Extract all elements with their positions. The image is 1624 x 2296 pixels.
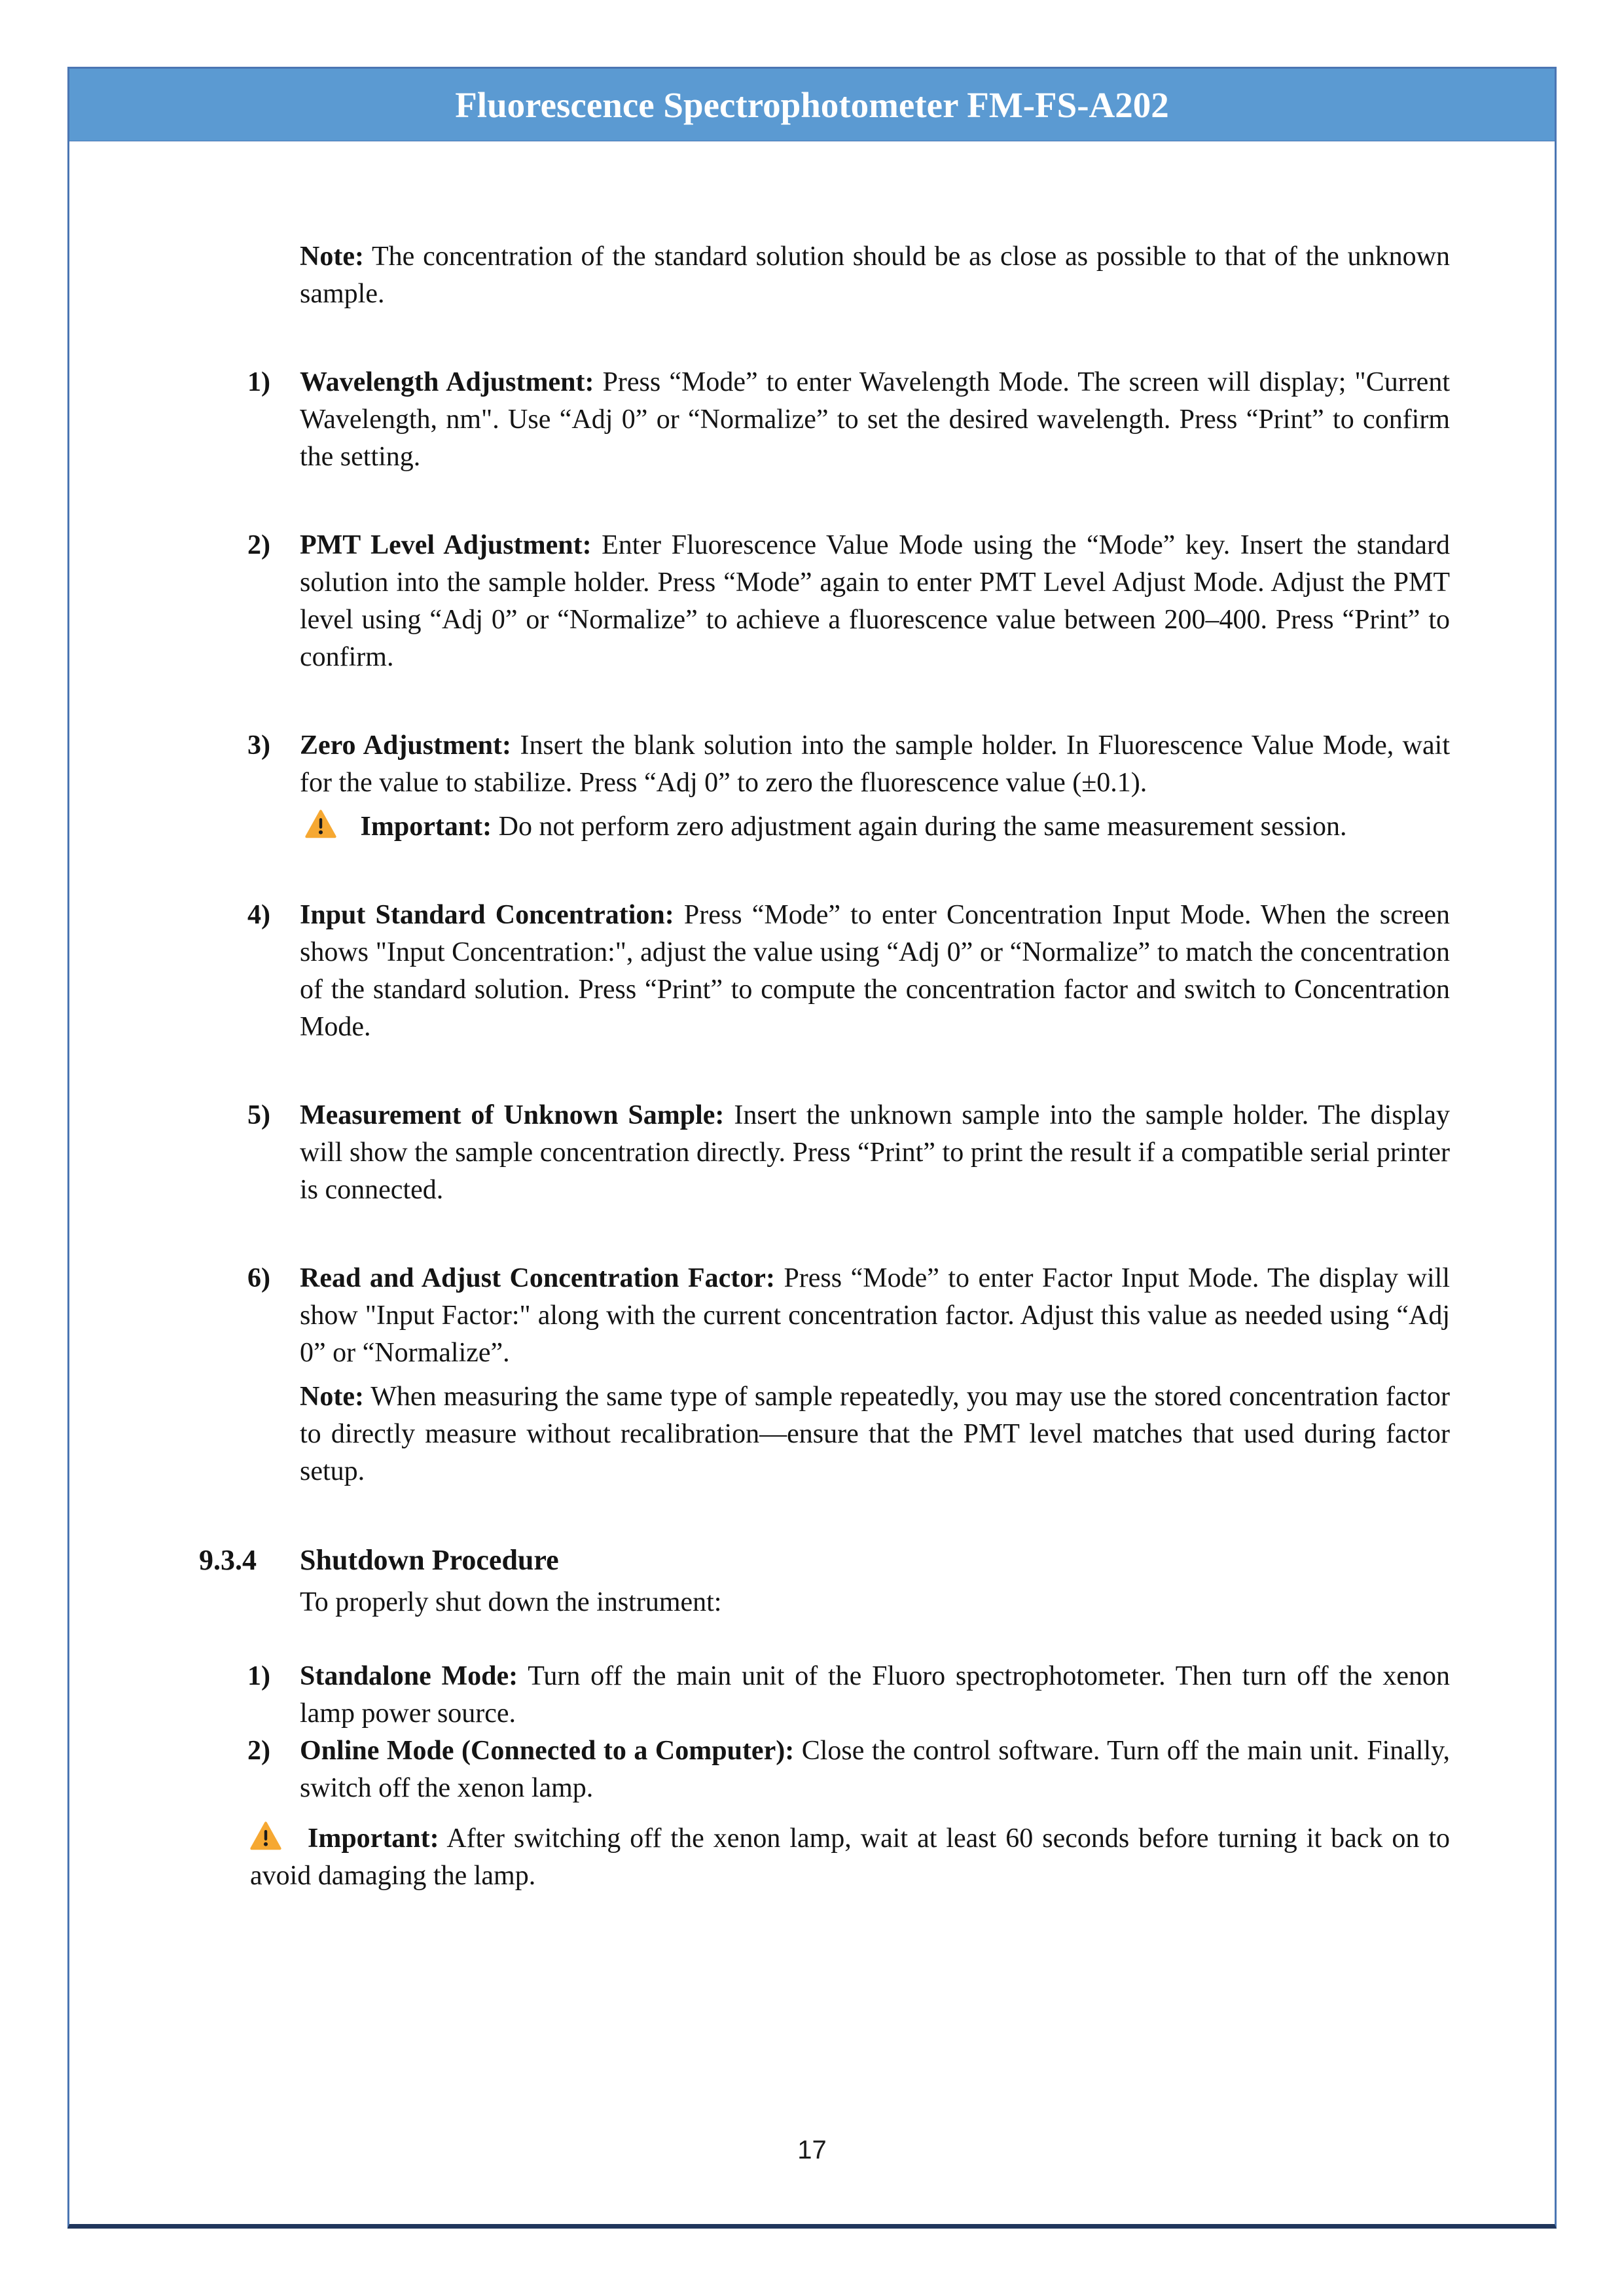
step-number: 2) xyxy=(247,1736,270,1766)
step-number: 1) xyxy=(247,367,270,397)
page-header xyxy=(69,69,1555,141)
section-title: Shutdown Procedure xyxy=(300,1544,559,1576)
final-important-note xyxy=(250,1820,1450,1895)
calibration-step-6 xyxy=(247,1260,1451,1490)
calibration-step-1 xyxy=(247,364,1450,476)
page-title: Fluorescence Spectrophotometer FM-FS-A202 xyxy=(455,84,1169,125)
step-number: 6) xyxy=(247,1263,270,1293)
step-text: Close the control software. Turn off the main unit. Finally, switch off the xenon lamp. xyxy=(300,1736,1451,1803)
section-intro: To properly shut down the instrument: xyxy=(300,1587,722,1617)
important-label: Important: xyxy=(307,1823,439,1854)
manual-page xyxy=(67,67,1557,2229)
calibration-step-4 xyxy=(247,897,1450,1046)
step-number: 2) xyxy=(247,530,270,560)
important-note xyxy=(300,808,1450,846)
step-number: 3) xyxy=(247,730,270,761)
shutdown-step-2 xyxy=(247,1732,1451,1807)
step-number: 4) xyxy=(247,900,270,930)
note-label: Note: xyxy=(300,1382,364,1412)
step-number: 1) xyxy=(247,1661,270,1691)
step-text: Press “Mode” to enter Factor Input Mode. The display will show "Input Factor:" along with the current concentration factor. Adjust this value as needed using “Adj 0” or “Normalize”. xyxy=(300,1263,1451,1368)
page-content xyxy=(69,141,1555,1895)
important-text: After switching off the xenon lamp, wait at least 60 seconds before turning it back on to avoid damaging the lamp. xyxy=(250,1823,1451,1891)
step-note xyxy=(300,1378,1450,1490)
intro-note xyxy=(300,238,1450,313)
step-label: Zero Adjustment: xyxy=(300,730,512,761)
note-text: When measuring the same type of sample repeatedly, you may use the stored concentration factor to directly measure without recalibration—ensure that the PMT level matches that used during factor setup. xyxy=(300,1382,1450,1486)
step-text: Press “Mode” to enter Wavelength Mode. The screen will display; "Current Wavelength, nm". Use “Adj 0” or “Normalize” to set the desired wavelength. Press “Print” to confirm the setting. xyxy=(300,367,1450,472)
step-label: Wavelength Adjustment: xyxy=(300,367,594,397)
note-text: The concentration of the standard solution should be as close as possible to that of the unknown sample. xyxy=(300,242,1450,309)
calibration-step-5 xyxy=(247,1097,1450,1209)
step-text: Insert the unknown sample into the sample holder. The display will show the sample concentration directly. Press “Print” to print the result if a compatible serial printer is connected. xyxy=(300,1100,1450,1205)
important-label: Important: xyxy=(360,812,492,842)
shutdown-step-1 xyxy=(247,1658,1451,1732)
important-text: Do not perform zero adjustment again during the same measurement session. xyxy=(498,812,1347,842)
step-number: 5) xyxy=(247,1100,270,1130)
note-label: Note: xyxy=(300,242,364,272)
step-text: Turn off the main unit of the Fluoro spectrophotometer. Then turn off the xenon lamp power source. xyxy=(300,1661,1451,1729)
warning-triangle-icon xyxy=(305,810,336,838)
step-text: Insert the blank solution into the sample holder. In Fluorescence Value Mode, wait for the value to stabilize. Press “Adj 0” to zero the fluorescence value (±0.1). xyxy=(300,730,1450,798)
step-label: Standalone Mode: xyxy=(300,1661,518,1691)
warning-triangle-icon xyxy=(250,1821,281,1850)
step-label: Read and Adjust Concentration Factor: xyxy=(300,1263,775,1293)
step-text: Press “Mode” to enter Concentration Input Mode. When the screen shows "Input Concentration:", adjust the value using “Adj 0” or “Normalize” to match the concentration of the standard solution. Press “Print” to compute the concentration factor and switch to Concentration Mode. xyxy=(300,900,1450,1042)
step-label: Measurement of Unknown Sample: xyxy=(300,1100,725,1130)
calibration-step-3 xyxy=(247,727,1450,846)
step-label: Input Standard Concentration: xyxy=(300,900,674,930)
step-label: Online Mode (Connected to a Computer): xyxy=(300,1736,795,1766)
step-label: PMT Level Adjustment: xyxy=(300,530,592,560)
section-number: 9.3.4 xyxy=(199,1544,257,1576)
calibration-step-2 xyxy=(247,527,1451,676)
step-text: Enter Fluorescence Value Mode using the “Mode” key. Insert the standard solution into the sample holder. Press “Mode” again to enter PMT Level Adjust Mode. Adjust the PMT level using “Adj 0” or “Normalize” to achieve a fluorescence value between 200–400. Press “Print” to confirm. xyxy=(300,530,1451,672)
page-number: 17 xyxy=(797,2136,827,2164)
section-heading xyxy=(199,1541,1450,1580)
